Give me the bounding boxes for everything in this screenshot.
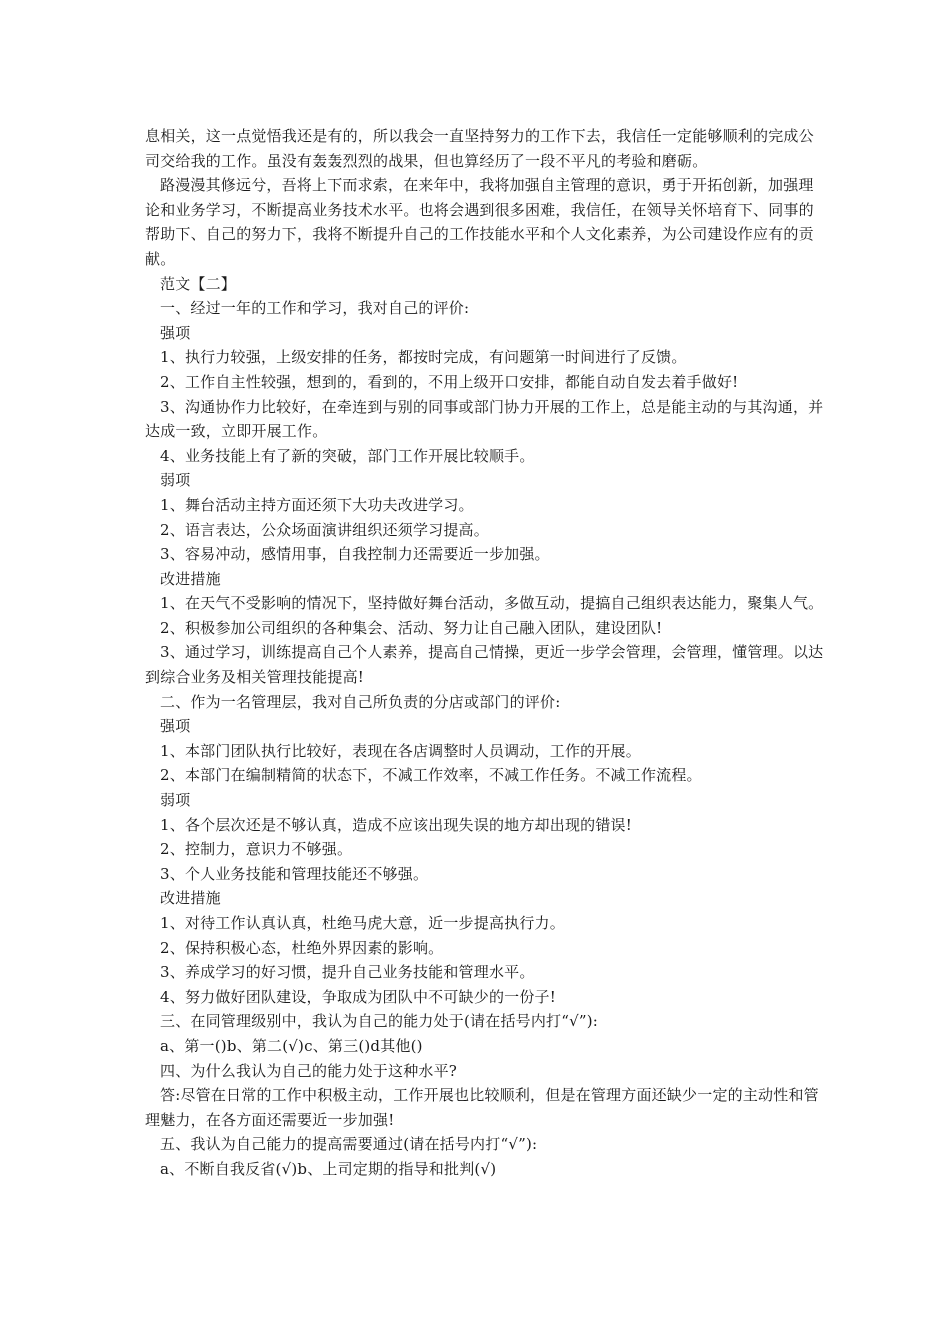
section-heading-4: 四、为什么我认为自己的能力处于这种水平? <box>160 1061 458 1080</box>
list-item: 1、舞台活动主持方面还须下大功夫改进学习。 <box>160 495 474 514</box>
document-body <box>145 124 825 1182</box>
paragraph-2: 路漫漫其修远兮，吾将上下而求索，在来年中，我将加强自主管理的意识，勇于开拓创新，加强理论和业务学习，不断提高业务技术水平。也将会遇到很多困难，我信任，在领导关怀培育下、同事的帮助下、自己的努力下，我将不断提升自己的工作技能水平和个人文化素养，为公司建设作应有的贡献。 <box>145 176 814 268</box>
list-item: 3、养成学习的好习惯，提升自己业务技能和管理水平。 <box>160 963 535 982</box>
list-item: 3、沟通协作力比较好，在牵连到与别的同事或部门协力开展的工作上，总是能主动的与其沟通，并达成一致，立即开展工作。 <box>145 397 824 441</box>
list-item: 2、语言表达，公众场面演讲组织还须学习提高。 <box>160 520 489 539</box>
improvement-options: a、不断自我反省(√)b、上司定期的指导和批判(√) <box>160 1159 497 1178</box>
answer-paragraph: 答:尽管在日常的工作中积极主动，工作开展也比较顺利，但是在管理方面还缺少一定的主动性和管理魅力，在各方面还需要近一步加强! <box>145 1086 819 1129</box>
list-item: 1、各个层次还是不够认真，造成不应该出现失误的地方却出现的错误! <box>160 815 632 834</box>
list-item: 3、个人业务技能和管理技能还不够强。 <box>160 864 429 883</box>
subheading-improvements: 改进措施 <box>160 889 221 908</box>
section-heading-5: 五、我认为自己能力的提高需要通过(请在括号内打“√”): <box>160 1135 538 1154</box>
list-item: 1、本部门团队执行比较好，表现在各店调整时人员调动，工作的开展。 <box>160 741 641 760</box>
list-item: 2、控制力，意识力不够强。 <box>160 840 353 859</box>
list-item: 3、容易冲动，感情用事，自我控制力还需要近一步加强。 <box>160 545 550 564</box>
list-item: 2、积极参加公司组织的各种集会、活动、努力让自己融入团队，建设团队! <box>160 618 663 637</box>
section-heading-2: 二、作为一名管理层，我对自己所负责的分店或部门的评价: <box>160 692 561 711</box>
paragraph-1: 息相关，这一点觉悟我还是有的，所以我会一直坚持努力的工作下去，我信任一定能够顺利的完成公司交给我的工作。虽没有轰轰烈烈的战果，但也算经历了一段不平凡的考验和磨砺。 <box>145 127 814 170</box>
list-item: 1、执行力较强，上级安排的任务，都按时完成，有问题第一时间进行了反馈。 <box>160 348 687 367</box>
list-item: 1、在天气不受影响的情况下，坚持做好舞台活动，多做互动，提搞自己组织表达能力，聚集人气。 <box>160 594 824 613</box>
section-heading-3: 三、在同管理级别中，我认为自己的能力处于(请在括号内打“√”): <box>160 1012 599 1031</box>
subheading-strengths: 强项 <box>160 717 191 736</box>
section-heading-1: 一、经过一年的工作和学习，我对自己的评价: <box>160 299 470 318</box>
section-heading-fanwen-2: 范文【二】 <box>160 274 237 293</box>
subheading-weaknesses: 弱项 <box>160 471 191 490</box>
subheading-strengths: 强项 <box>160 323 191 342</box>
list-item: 3、通过学习，训练提高自己个人素养，提高自己情操，更近一步学会管理，会管理，懂管理。以达到综合业务及相关管理技能提高! <box>145 643 824 687</box>
list-item: 2、工作自主性较强，想到的，看到的，不用上级开口安排，都能自动自发去着手做好! <box>160 372 739 391</box>
subheading-improvements: 改进措施 <box>160 569 221 588</box>
rank-options: a、第一()b、第二(√)c、第三()d其他() <box>160 1036 423 1055</box>
list-item: 2、保持积极心态，杜绝外界因素的影响。 <box>160 938 444 957</box>
subheading-weaknesses: 弱项 <box>160 791 191 810</box>
list-item: 4、业务技能上有了新的突破，部门工作开展比较顺手。 <box>160 446 535 465</box>
list-item: 4、努力做好团队建设，争取成为团队中不可缺少的一份子! <box>160 987 556 1006</box>
list-item: 1、对待工作认真认真，杜绝马虎大意，近一步提高执行力。 <box>160 914 565 932</box>
list-item: 2、本部门在编制精简的状态下，不减工作效率，不减工作任务。不减工作流程。 <box>160 766 702 785</box>
